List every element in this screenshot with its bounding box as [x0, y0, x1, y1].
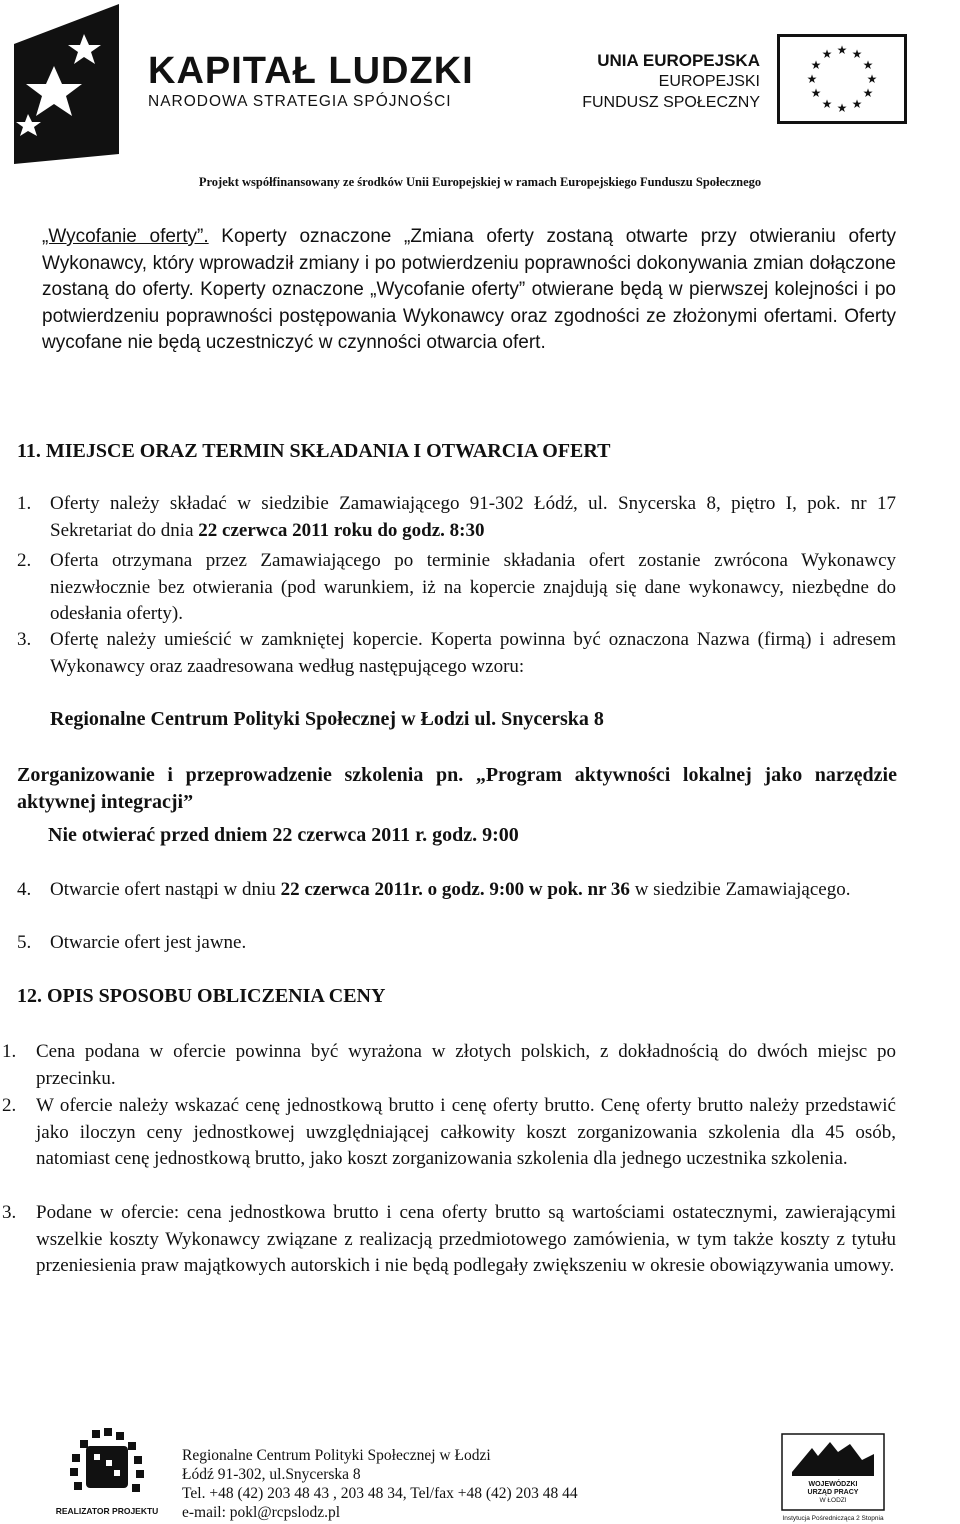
eu-flag-icon — [777, 34, 907, 124]
footer-org-name: Regionalne Centrum Polityki Społecznej w Łodzi — [182, 1447, 491, 1464]
svg-text:★: ★ — [810, 86, 822, 100]
project-cofinancing-line: Projekt współfinansowany ze środków Unii Europejskiej w ramach Europejskiego Funduszu Społecznego — [198, 175, 762, 189]
list-number: 5. — [17, 932, 32, 953]
page-footer — [0, 1420, 960, 1524]
list-number: 1. — [17, 493, 32, 514]
ue-line-3: FUNDUSZ SPOŁECZNY — [582, 94, 760, 111]
footer-address: Łódź 91-302, ul.Snycerska 8 — [182, 1466, 361, 1483]
wup-text-2: URZĄD PRACY — [807, 1489, 859, 1496]
intro-text: Koperty oznaczone „Zmiana oferty zostaną otwarte przy otwieraniu oferty Wykonawcy, który wprowadził zmiany i po potwierdzeniu poprawności dokonywania zmian dołączone zostaną do oferty. Koperty oznaczone „Wycofanie oferty” otwierane będą w pierwszej kolejności i po potwierdzeniu poprawności postępowania Wykonawcy oraz zgodności ze złożonymi ofertami. Oferty wycofane nie będą uczestniczyć w czynności otwarcia ofert. — [42, 226, 897, 354]
section-11-item-2: Oferta otrzymana przez Zamawiającego po terminie składania ofert zostanie zwrócona Wykonawcy niezwłocznie bez otwierania (pod warunkiem, iż na kopercie znajdują się dane wykonawcy, niezbędne do odesłania oferty). — [50, 550, 896, 625]
item-text: w siedzibie Zamawiającego. — [629, 879, 851, 900]
list-number: 2. — [17, 550, 32, 571]
ue-line-2: EUROPEJSKI — [658, 73, 760, 90]
ue-text-block — [582, 50, 760, 113]
list-number: 3. — [2, 1202, 17, 1223]
item-text: Oferty należy składać w siedzibie Zamawiającego 91-302 Łódź, ul. Snycerska 8, piętro I, pok. nr 17 Sekretariat do dnia — [50, 493, 896, 541]
wup-lodz-logo — [778, 1432, 888, 1524]
svg-text:★: ★ — [866, 72, 878, 86]
kl-subtitle: NARODOWA STRATEGIA SPÓJNOŚCI — [148, 93, 452, 110]
envelope-do-not-open-line: Nie otwierać przed dniem 22 czerwca 2011 r. godz. 9:00 — [48, 824, 519, 846]
ue-line-1: UNIA EUROPEJSKA — [597, 51, 760, 70]
section-12-heading: 12. OPIS SPOSOBU OBLICZENIA CENY — [17, 985, 386, 1007]
svg-text:★: ★ — [862, 86, 874, 100]
item-text: Otwarcie ofert nastąpi w dniu — [50, 879, 281, 900]
list-number: 3. — [17, 629, 32, 650]
item-opening-date: 22 czerwca 2011r. o godz. 9:00 w pok. nr 36 — [280, 879, 630, 900]
envelope-subject-line: Zorganizowanie i przeprowadzenie szkolenia pn. „Program aktywności lokalnej jako narzędzie aktywnej integracji” — [17, 764, 897, 813]
footer-contact-block — [182, 1446, 578, 1522]
svg-text:★: ★ — [862, 58, 874, 72]
kapital-ludzki-logo — [14, 4, 142, 164]
svg-text:★: ★ — [806, 72, 818, 86]
svg-text:★: ★ — [810, 58, 822, 72]
section-11-item-5: Otwarcie ofert jest jawne. — [50, 932, 247, 953]
list-number: 2. — [2, 1095, 17, 1116]
realizator-projektu-logo — [55, 1426, 159, 1522]
intro-paragraph — [42, 224, 896, 357]
section-12-item-3: Podane w ofercie: cena jednostkowa brutto i cena oferty brutto są wartościami ostatecznymi, zawierającymi wszelkie koszty Wykonawcy związane z realizacją przedmiotowego zamówienia, w tym także koszty z tytułu przeniesienia praw majątkowych autorskich i nie będą podlegały zwiększeniu w okresie obowiązywania umowy. — [36, 1202, 896, 1277]
svg-text:★: ★ — [821, 97, 833, 111]
section-11-item-1 — [50, 491, 896, 544]
intro-underlined: „Wycofanie oferty”. — [42, 226, 209, 247]
footer-email: e-mail: pokl@rcpslodz.pl — [182, 1504, 341, 1521]
section-11-heading: 11. MIEJSCE ORAZ TERMIN SKŁADANIA I OTWARCIA OFERT — [17, 440, 611, 462]
svg-text:★: ★ — [836, 101, 848, 115]
section-11-item-4 — [50, 877, 896, 904]
list-number: 4. — [17, 879, 32, 900]
section-11-item-3: Ofertę należy umieścić w zamkniętej kopercie. Koperta powinna być oznaczona Nazwa (firmą) i adresem Wykonawcy oraz zaadresowana według następującego wzoru: — [50, 629, 896, 677]
wup-text-3: W ŁODZI — [819, 1497, 847, 1504]
svg-text:★: ★ — [836, 43, 848, 57]
section-12-item-1: Cena podana w ofercie powinna być wyrażona w złotych polskich, z dokładnością do dwóch miejsc po przecinku. — [36, 1041, 896, 1089]
realizator-caption: REALIZATOR PROJEKTU — [55, 1506, 159, 1516]
svg-text:★: ★ — [851, 97, 863, 111]
list-number: 1. — [2, 1041, 17, 1062]
footer-phone: Tel. +48 (42) 203 48 43 , 203 48 34, Tel/fax +48 (42) 203 48 44 — [182, 1485, 578, 1502]
svg-text:★: ★ — [851, 47, 863, 61]
wup-caption: Instytucja Pośrednicząca 2 Stopnia — [782, 1515, 884, 1522]
envelope-address-line: Regionalne Centrum Polityki Społecznej w Łodzi ul. Snycerska 8 — [50, 708, 604, 730]
kl-title: KAPITAŁ LUDZKI — [148, 50, 474, 92]
item-deadline: 22 czerwca 2011 roku do godz. 8:30 — [198, 519, 485, 541]
svg-text:★: ★ — [821, 47, 833, 61]
section-12-item-2: W ofercie należy wskazać cenę jednostkową brutto i cenę oferty brutto. Cenę oferty brutto należy przedstawić jako iloczyn ceny jednostkowej uwzględniającej całkowity koszt zorganizowania szkolenia dla 45 osób, natomiast cenę jednostkową brutto, jako koszt zorganizowania szkolenia dla jednego uczestnika szkolenia. — [36, 1095, 896, 1170]
page-header — [0, 0, 960, 200]
wup-text-1: WOJEWÓDZKI — [808, 1481, 858, 1488]
